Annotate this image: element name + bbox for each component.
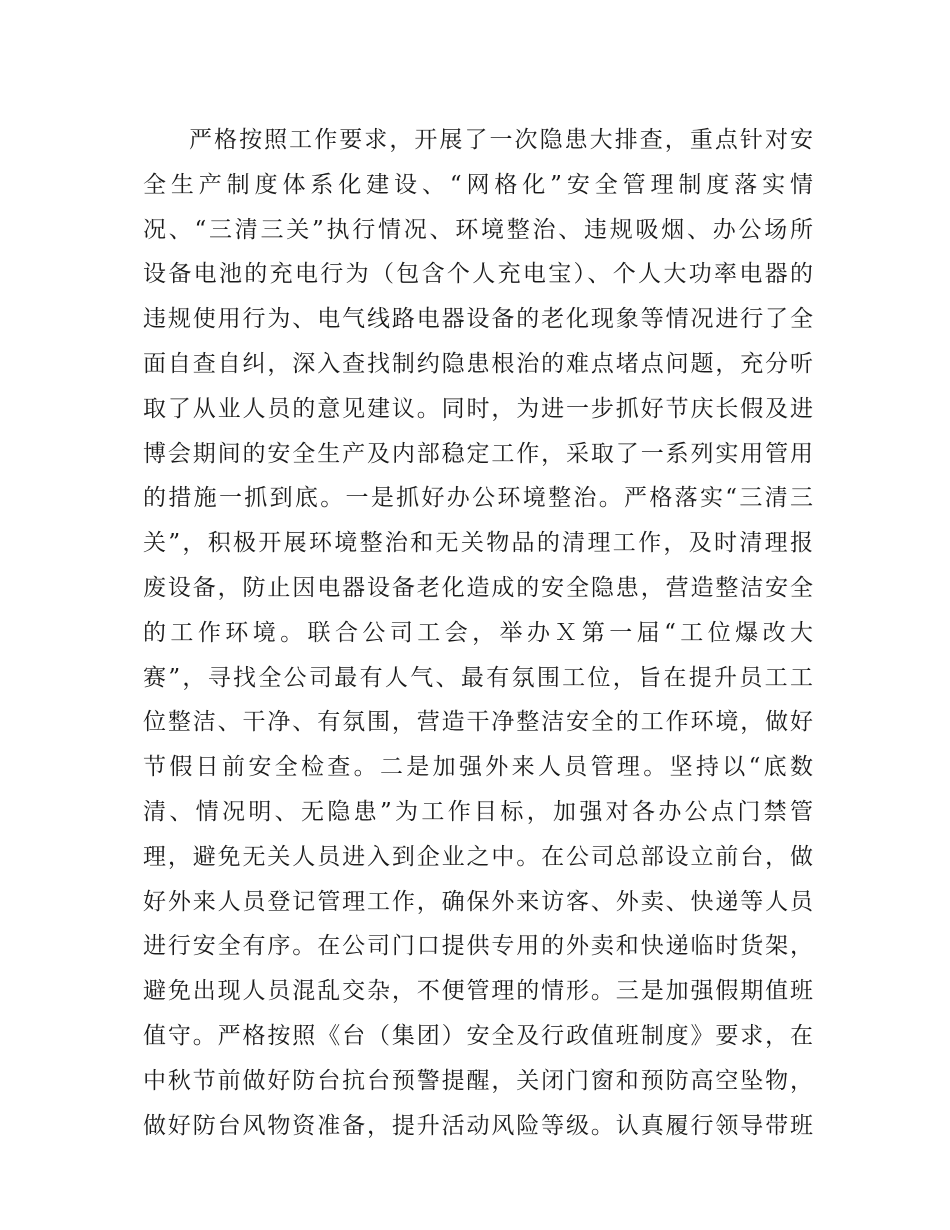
paragraph-line: 进行安全有序。在公司门口提供专用的外卖和快递临时货架，	[143, 933, 813, 960]
paragraph-line: 况、“三清三关”执行情况、环境整治、违规吸烟、办公场所	[143, 216, 813, 243]
paragraph-line: 的工作环境。联合公司工会，举办Ｘ第一届“工位爆改大	[143, 619, 813, 646]
paragraph-line: 避免出现人员混乱交杂，不便管理的情形。三是加强假期值班	[143, 978, 813, 1005]
paragraph-line: 面自查自纠，深入查找制约隐患根治的难点堵点问题，充分听	[143, 350, 813, 377]
paragraph-line: 取了从业人员的意见建议。同时，为进一步抓好节庆长假及进	[143, 395, 813, 422]
paragraph-line: 关”，积极开展环境整治和无关物品的清理工作，及时清理报	[143, 530, 813, 557]
paragraph-line: 废设备，防止因电器设备老化造成的安全隐患，营造整洁安全	[143, 574, 813, 601]
paragraph-line: 的措施一抓到底。一是抓好办公环境整治。严格落实“三清三	[143, 485, 813, 512]
paragraph-line: 理，避免无关人员进入到企业之中。在公司总部设立前台，做	[143, 843, 813, 870]
paragraph-line: 做好防台风物资准备，提升活动风险等级。认真履行领导带班	[143, 1112, 813, 1139]
body-paragraph	[143, 118, 813, 1148]
paragraph-line: 设备电池的充电行为（包含个人充电宝）、个人大功率电器的	[143, 261, 813, 288]
paragraph-line: 节假日前安全检查。二是加强外来人员管理。坚持以“底数	[143, 754, 813, 781]
paragraph-line: 清、情况明、无隐患”为工作目标，加强对各办公点门禁管	[143, 798, 813, 825]
paragraph-line: 位整洁、干净、有氛围，营造干净整洁安全的工作环境，做好	[143, 709, 813, 736]
paragraph-line: 中秋节前做好防台抗台预警提醒，关闭门窗和预防高空坠物，	[143, 1067, 813, 1094]
paragraph-line: 博会期间的安全生产及内部稳定工作，采取了一系列实用管用	[143, 440, 813, 467]
paragraph-line: 全生产制度体系化建设、“网格化”安全管理制度落实情	[143, 171, 813, 198]
paragraph-line: 赛”，寻找全公司最有人气、最有氛围工位，旨在提升员工工	[143, 664, 813, 691]
paragraph-line: 值守。严格按照《台（集团）安全及行政值班制度》要求，在	[143, 1022, 813, 1049]
paragraph-line: 好外来人员登记管理工作，确保外来访客、外卖、快递等人员	[143, 888, 813, 915]
paragraph-line: 违规使用行为、电气线路电器设备的老化现象等情况进行了全	[143, 306, 813, 333]
paragraph-line: 严格按照工作要求，开展了一次隐患大排查，重点针对安	[189, 127, 813, 153]
